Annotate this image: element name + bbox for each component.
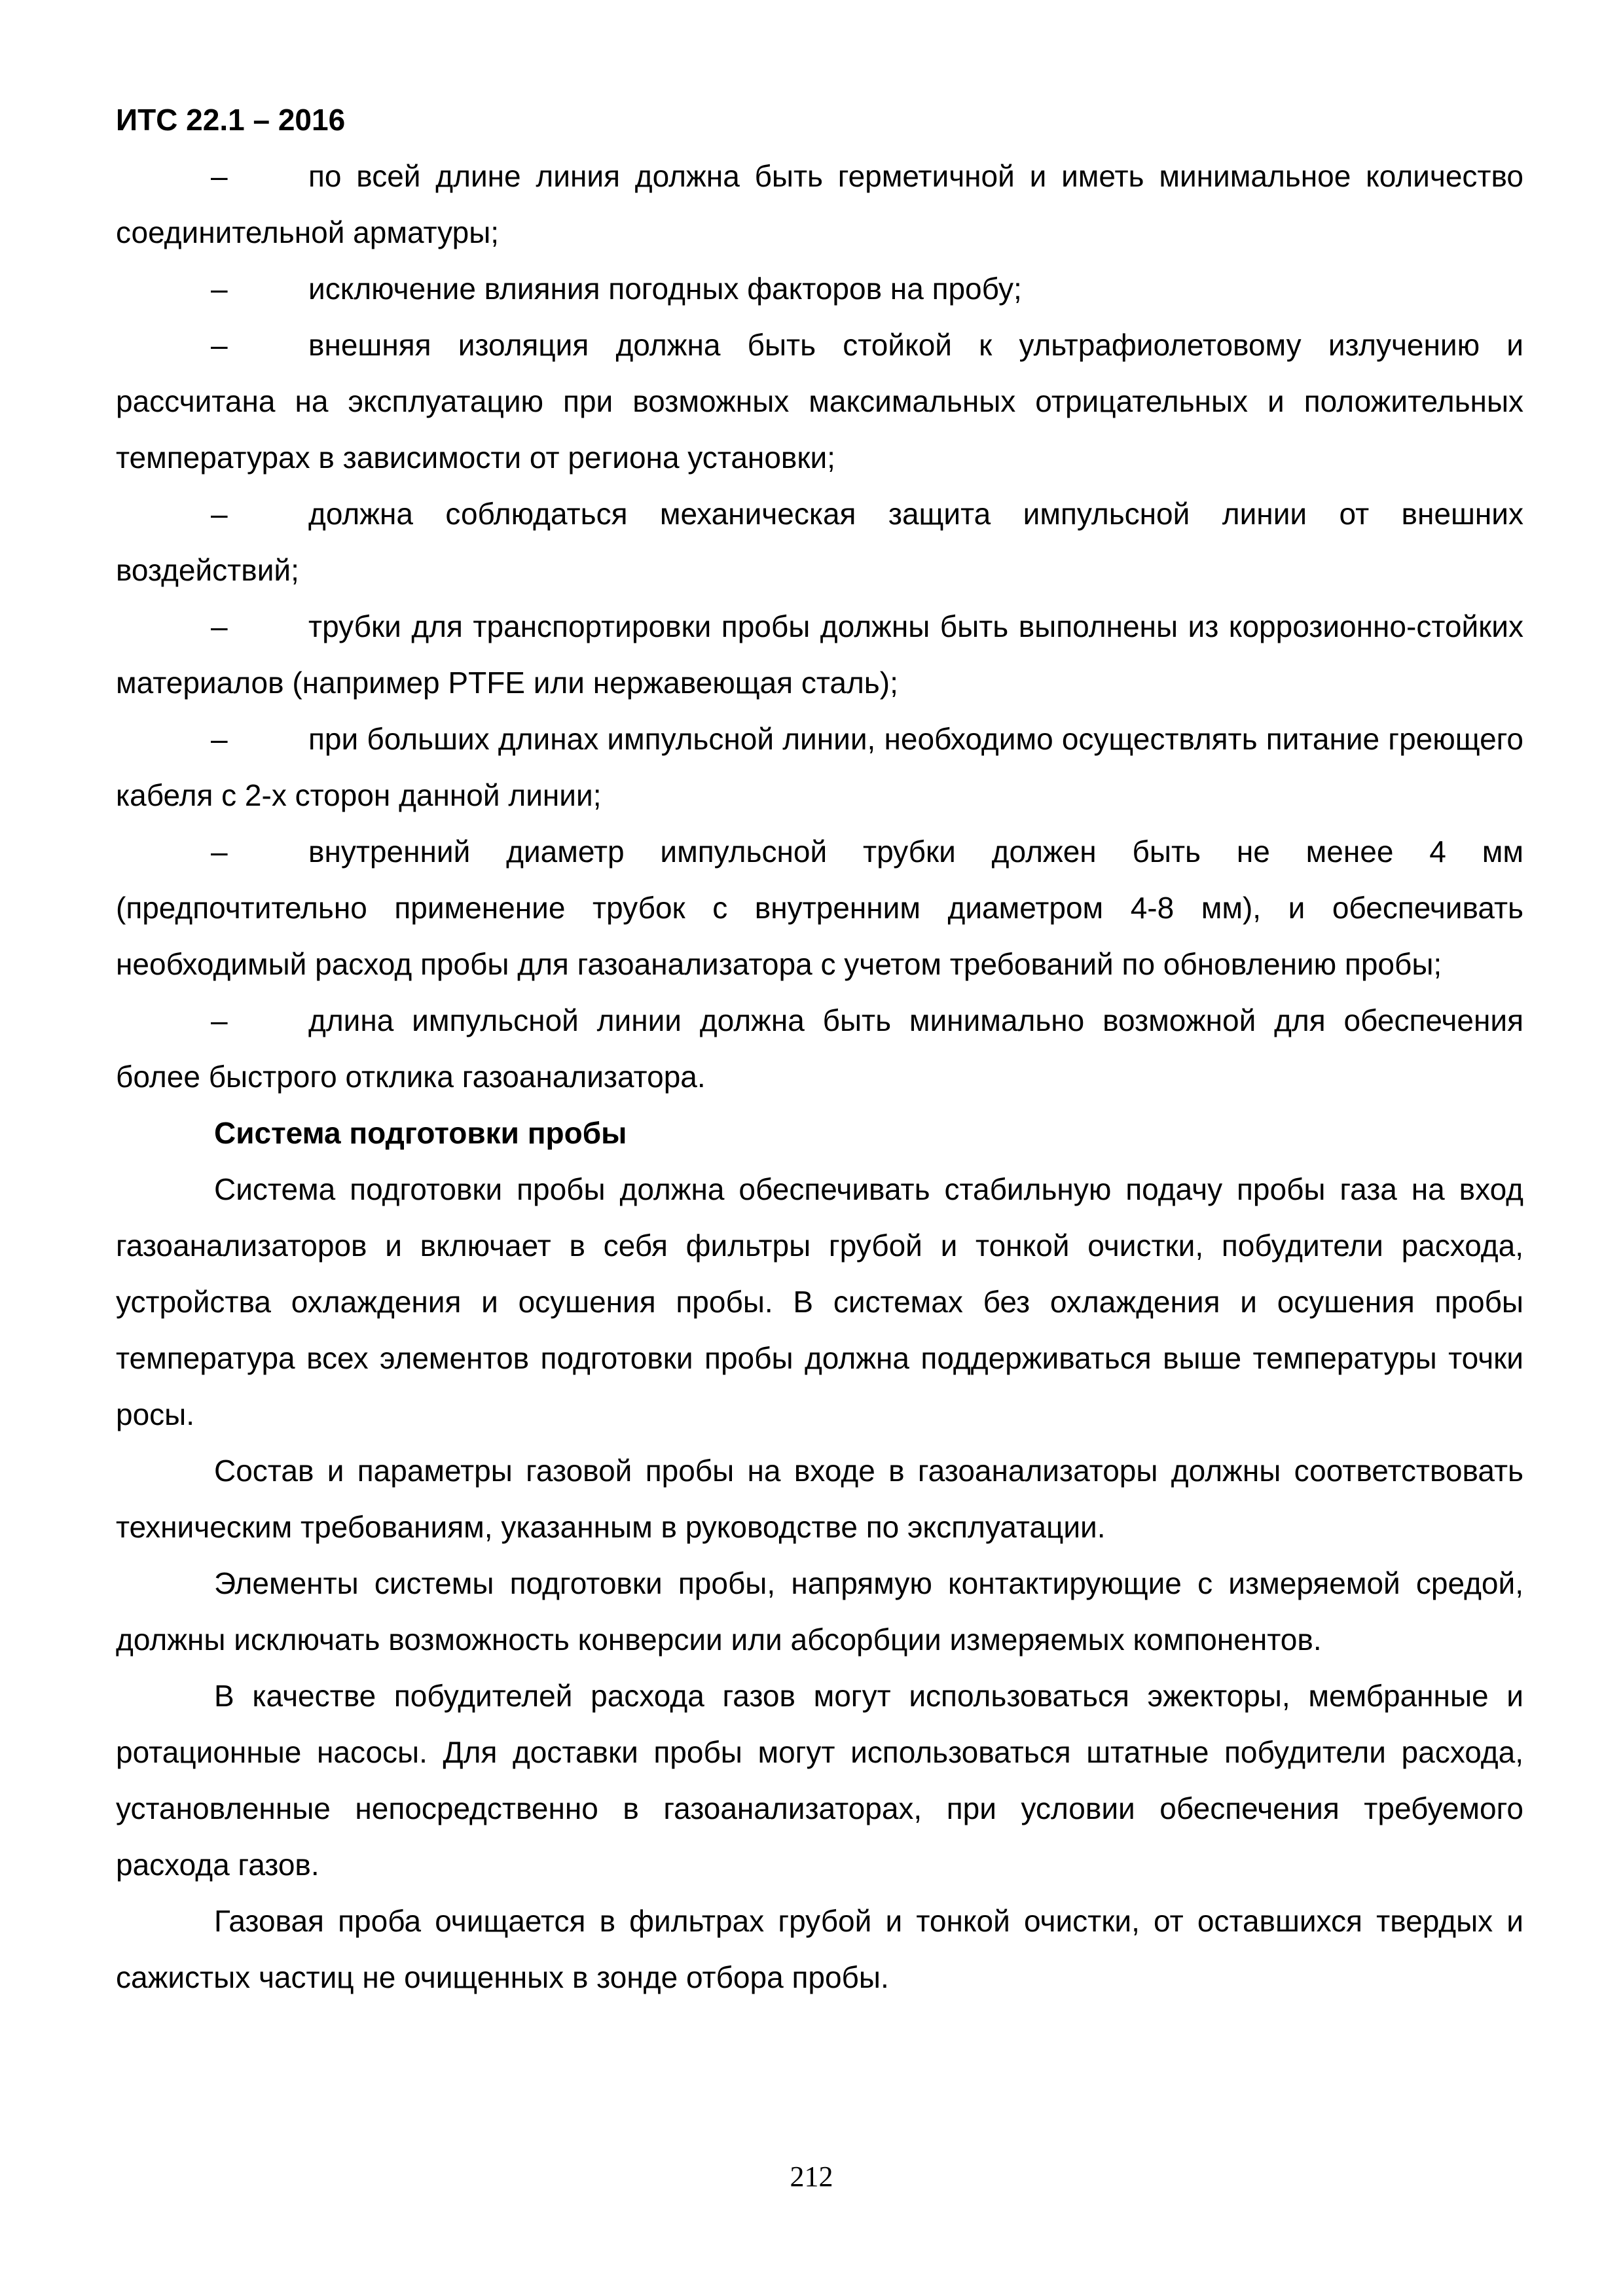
bullet-item [116,598,1523,711]
paragraph: Элементы системы подготовки пробы, напрямую контактирующие с измеряемой средой, должны исключать возможность конверсии или абсорбции измеряемых компонентов. [116,1566,1523,1657]
bullet-dash: – [211,159,228,193]
bullet-dash: – [211,497,228,531]
bullet-dash: – [211,834,228,869]
bullet-dash: – [211,722,228,756]
bullet-dash: – [211,609,228,643]
bullet-item [116,260,1523,317]
bullet-dash: – [211,328,228,362]
page-number: 212 [790,2161,833,2193]
bullet-item [116,317,1523,486]
bullet-text: внешняя изоляция должна быть стойкой к ультрафиолетовому излучению и рассчитана на эксплуатацию при возможных максимальных отрицательных и положительных температурах в зависимости от региона установки; [116,328,1523,475]
bullet-text: должна соблюдаться механическая защита импульсной линии от внешних воздействий; [116,497,1523,587]
bullet-item [116,823,1523,992]
bullet-item [116,148,1523,260]
paragraph: В качестве побудителей расхода газов могут использоваться эжекторы, мембранные и ротационные насосы. Для доставки пробы могут использоваться штатные побудители расхода, установленные непосредственно в газоанализаторах, при условии обеспечения требуемого расхода газов. [116,1679,1523,1882]
bullet-text: исключение влияния погодных факторов на пробу; [308,272,1022,306]
bullet-dash: – [211,1003,228,1037]
bullet-text: длина импульсной линии должна быть минимально возможной для обеспечения более быстрого отклика газоанализатора. [116,1003,1523,1094]
document-header: ИТС 22.1 – 2016 [116,103,346,137]
bullet-text: трубки для транспортировки пробы должны быть выполнены из коррозионно-стойких материалов (например PTFE или нержавеющая сталь); [116,609,1523,700]
paragraph: Газовая проба очищается в фильтрах грубой и тонкой очистки, от оставшихся твердых и сажистых частиц не очищенных в зонде отбора пробы. [116,1904,1523,1994]
bullet-text: по всей длине линия должна быть герметичной и иметь минимальное количество соединительной арматуры; [116,159,1523,249]
paragraph: Состав и параметры газовой пробы на входе в газоанализаторы должны соответствовать техническим требованиям, указанным в руководстве по эксплуатации. [116,1454,1523,1544]
bullet-item [116,486,1523,598]
bullet-dash: – [211,272,228,306]
section-heading: Система подготовки пробы [214,1116,627,1150]
bullet-text: при больших длинах импульсной линии, необходимо осуществлять питание греющего кабеля с 2-х сторон данной линии; [116,722,1523,812]
document-body [116,148,1523,2005]
bullet-text: внутренний диаметр импульсной трубки должен быть не менее 4 мм (предпочтительно применение трубок с внутренним диаметром 4-8 мм), и обеспечивать необходимый расход пробы для газоанализатора с учетом требований по обновлению пробы; [116,834,1523,981]
paragraph: Система подготовки пробы должна обеспечивать стабильную подачу пробы газа на вход газоанализаторов и включает в себя фильтры грубой и тонкой очистки, побудители расхода, устройства охлаждения и осушения пробы. В системах без охлаждения и осушения пробы температура всех элементов подготовки пробы должна поддерживаться выше температуры точки росы. [116,1172,1523,1431]
bullet-item [116,711,1523,823]
bullet-item [116,992,1523,1105]
